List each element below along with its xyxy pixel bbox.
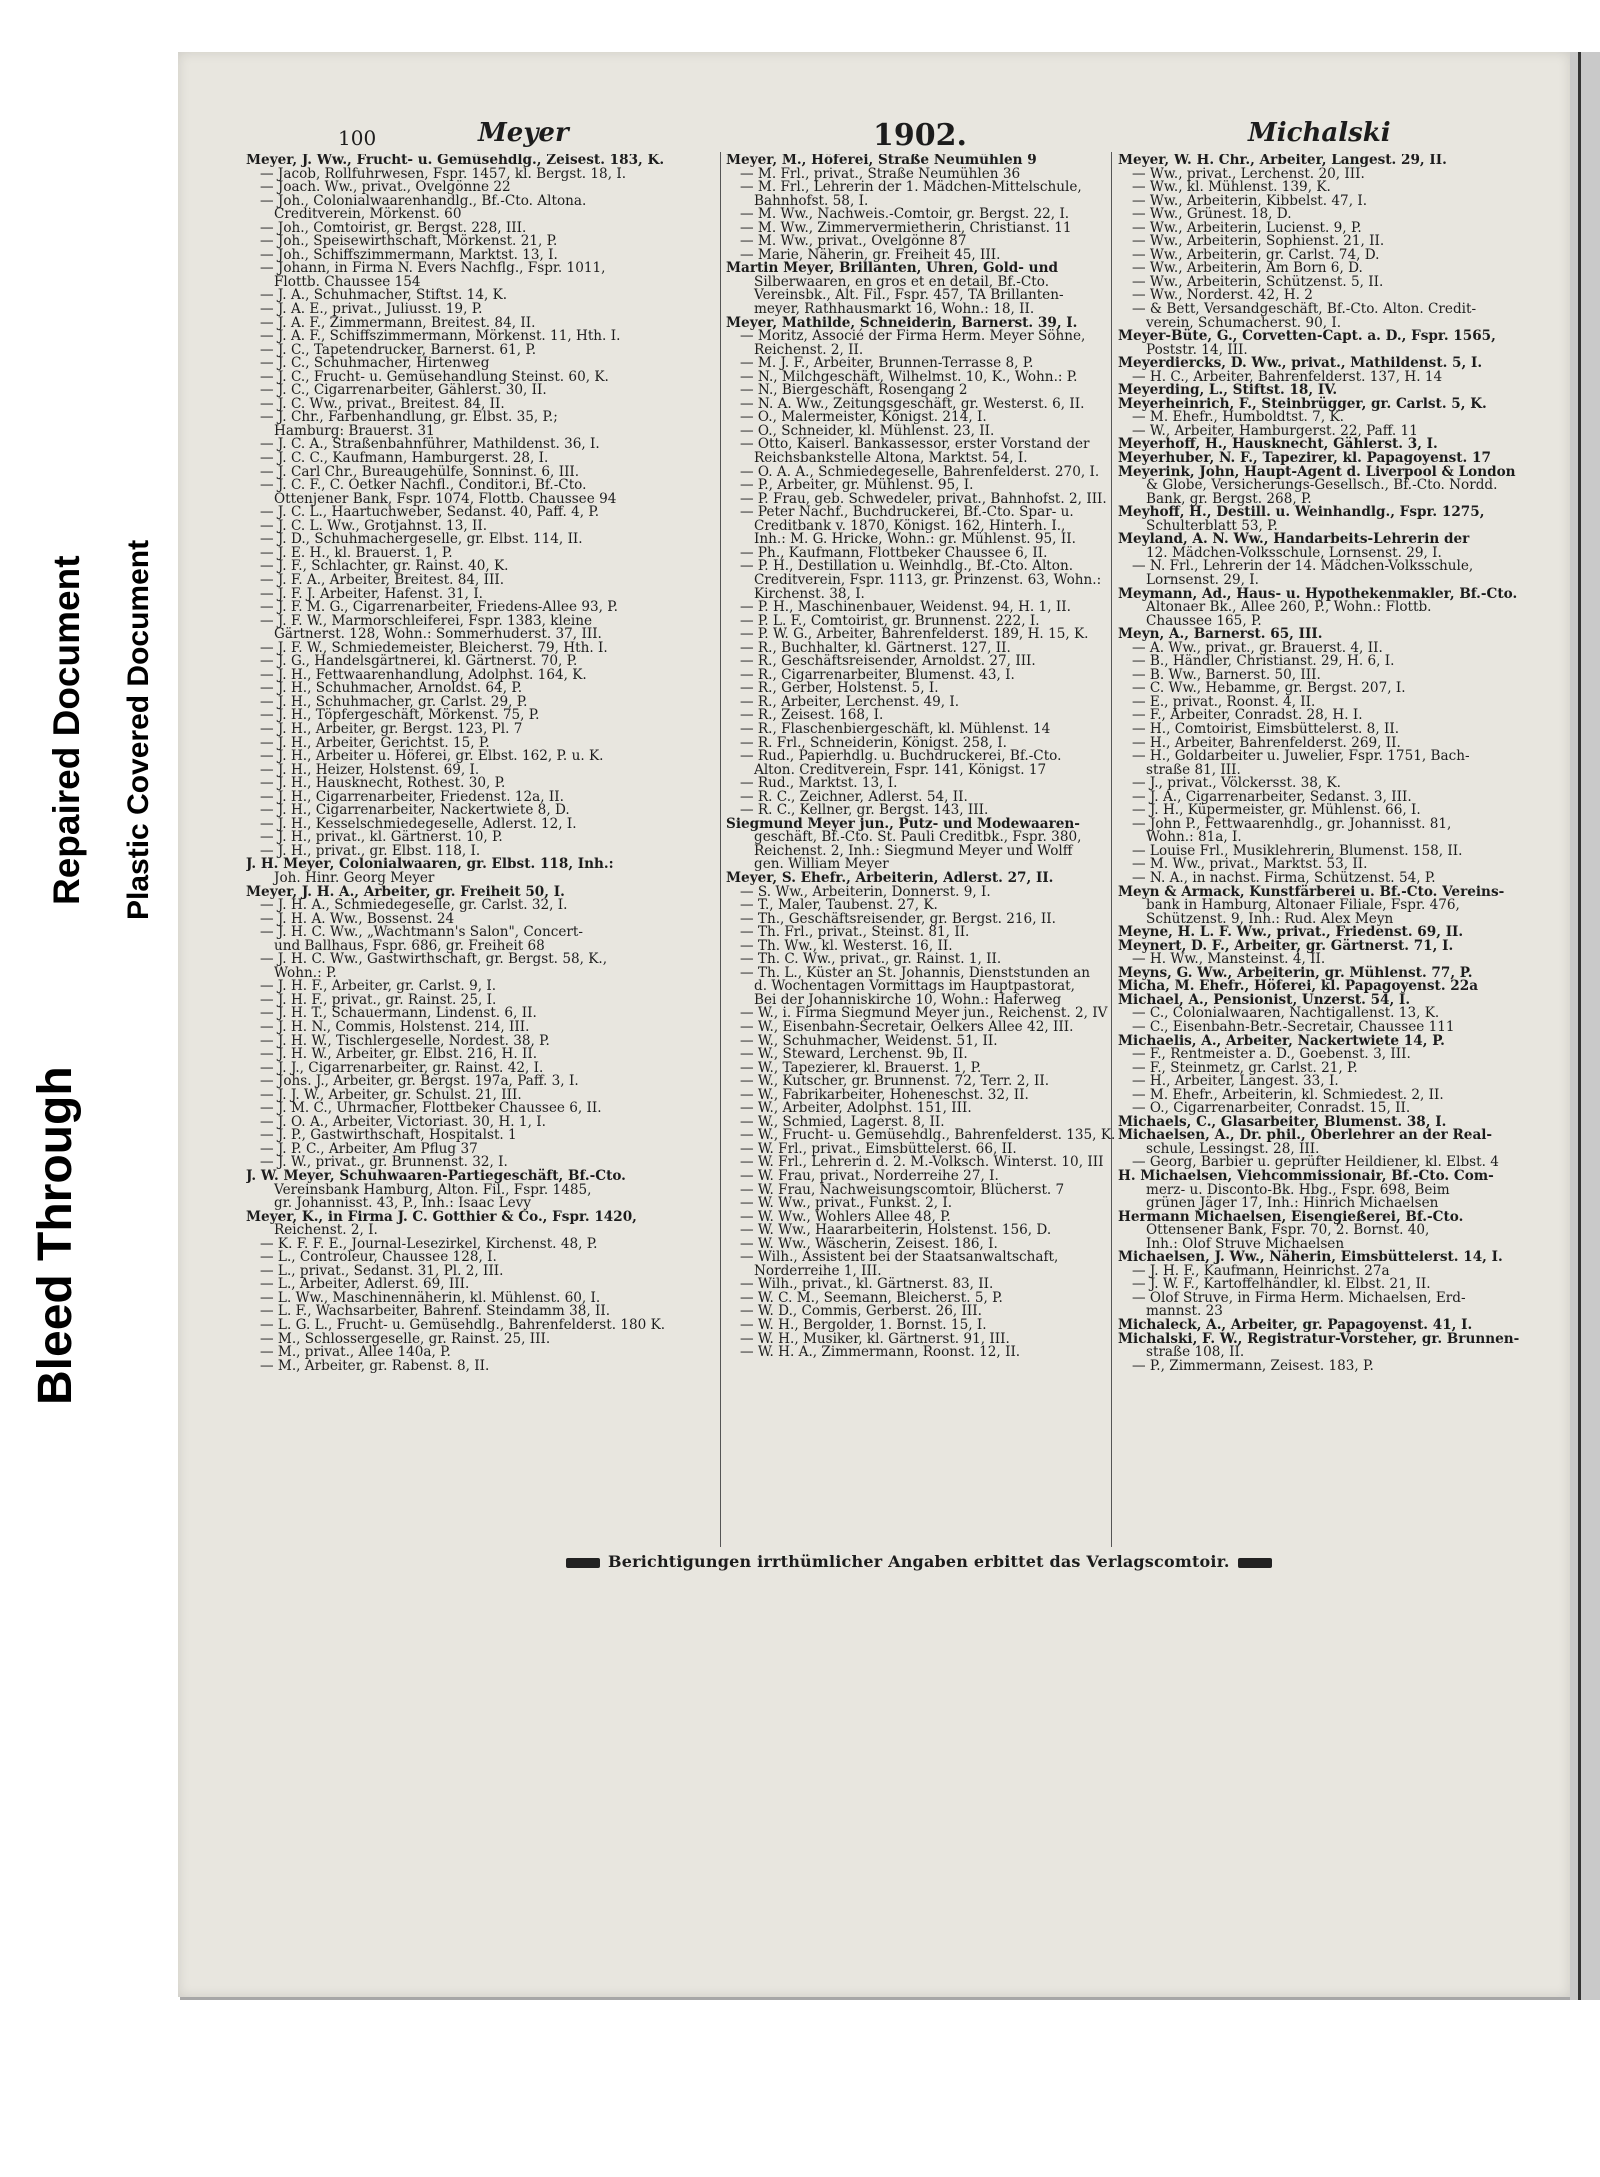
directory-entry: verein, Schumacherst. 90, I. [1146, 314, 1342, 331]
directory-entry: — J. H., privat., kl. Gärtnerst. 10, P. [260, 829, 503, 846]
directory-entry: Poststr. 14, III. [1146, 341, 1248, 358]
directory-entry: — J. C. L. Ww., Grotjahnst. 13, II. [260, 517, 488, 534]
directory-entry: — Joh., Speisewirthschaft, Mörkenst. 21, P. [260, 233, 558, 250]
directory-entry: — M. Ehefr., Humboldtst. 7, K. [1132, 409, 1344, 426]
directory-entry: — M. Ww., privat., Marktst. 53, II. [1132, 856, 1368, 873]
directory-entry: — W. H., Bergolder, 1. Bornst. 15, I. [740, 1317, 987, 1334]
directory-entry: — J. H. F., Arbeiter, gr. Carlst. 9, I. [260, 978, 497, 995]
directory-entry: Michael, A., Pensionist, Unzerst. 54, I. [1118, 991, 1411, 1008]
directory-entry: Alton. Creditverein, Fspr. 141, Königst. 17 [754, 761, 1047, 778]
directory-entry: — Th. Ww., kl. Westerst. 16, II. [740, 937, 953, 954]
directory-entry: Reichenst. 2, I. [274, 1222, 378, 1239]
directory-entry: — Ww., Norderst. 42, H. 2 [1132, 287, 1313, 304]
directory-entry: — J. H. A., Schmiedegeselle, gr. Carlst. 32, I. [260, 897, 568, 914]
directory-entry: Silberwaaren, en gros et en detail, Bf.-Cto. [754, 273, 1050, 290]
directory-entry: — Ph., Kaufmann, Flottbeker Chaussee 6, II. [740, 544, 1048, 561]
directory-entry: — J. H. T., Schauermann, Lindenst. 6, II. [260, 1005, 537, 1022]
directory-entry: — J. H., Cigarrenarbeiter, Nackertwiete 8, D. [260, 802, 570, 819]
directory-entry: — J. C., Frucht- u. Gemüsehandlung Steinst. 60, K. [260, 368, 609, 385]
directory-entry: — W. Ww., Haararbeiterin, Holstenst. 156, D. [740, 1222, 1052, 1239]
directory-entry: — L. G. L., Frucht- u. Gemüsehdlg., Bahrenfelderst. 180 K. [260, 1317, 666, 1334]
directory-entry: gen. William Meyer [754, 856, 889, 873]
directory-entry: — W. H., Musiker, kl. Gärtnerst. 91, III. [740, 1330, 1010, 1347]
directory-entry: — J. H., Töpfergeschäft, Mörkenst. 75, P. [260, 707, 540, 724]
directory-entry: — N., Biergeschäft, Rosengang 2 [740, 382, 968, 399]
directory-entry: — L. Ww., Maschinennäherin, kl. Mühlenst. 60, I. [260, 1289, 601, 1306]
directory-entry: — W. Frl., Lehrerin d. 2. M.-Volksch. Winterst. 10, III [740, 1154, 1104, 1171]
directory-entry: — J. W. F., Kartoffelhändler, kl. Elbst. 21, II. [1132, 1276, 1431, 1293]
directory-entry: Meynert, D. F., Arbeiter, gr. Gärtnerst. 71, I. [1118, 937, 1454, 954]
directory-entry: — J. H., Fettwaarenhandlung, Adolphst. 164, K. [260, 666, 587, 683]
directory-entry: — J. Chr., Farbenhandlung, gr. Elbst. 35, P.; [260, 409, 558, 426]
directory-entry: — P. L. F., Comtoirist, gr. Brunnenst. 222, I. [740, 612, 1040, 629]
directory-entry: geschäft, Bf.-Cto. St. Pauli Creditbk., Fspr. 380, [754, 829, 1082, 846]
directory-entry: Vereinsbk., Alt. Fil., Fspr. 457, TA Brillanten- [754, 287, 1064, 304]
directory-entry: — J. P. C., Arbeiter, Am Pflug 37 [260, 1140, 478, 1157]
directory-entry: — J. H., Schuhmacher, Arnoldst. 64, P. [260, 680, 523, 697]
side-label-panel [0, 0, 175, 2000]
directory-page [178, 52, 1570, 1997]
directory-entry: — W., i. Firma Siegmund Meyer jun., Reichenst. 2, IV [740, 1005, 1108, 1022]
directory-column-2 [726, 154, 1168, 1360]
running-head-left: Meyer [478, 118, 569, 148]
directory-entry: Meyerding, L., Stiftst. 18, IV. [1118, 382, 1338, 399]
directory-entry: — J. H. A. Ww., Bossenst. 24 [260, 910, 455, 927]
directory-entry: gr. Johannisst. 43, P., Inh.: Isaac Levy [274, 1195, 532, 1212]
directory-entry: — A. Ww., privat., gr. Brauerst. 4, II. [1132, 639, 1383, 656]
directory-entry: — Ww., Arbeiterin, Kibbelst. 47, I. [1132, 192, 1368, 209]
running-head-right: Michalski [1248, 118, 1391, 148]
directory-entry: Ottenjener Bank, Fspr. 1074, Flottb. Chaussee 94 [274, 490, 617, 507]
directory-entry: — Louise Frl., Musiklehrerin, Blumenst. 158, II. [1132, 842, 1463, 859]
directory-entry: Michaleck, A., Arbeiter, gr. Papagoyenst. 41, I. [1118, 1317, 1473, 1334]
directory-entry: Schützenst. 9, Inh.: Rud. Alex Meyn [1146, 910, 1394, 927]
directory-entry: — J. H. N., Commis, Holstenst. 214, III. [260, 1019, 530, 1035]
directory-entry: — J. P., Gastwirthschaft, Hospitalst. 1 [260, 1127, 517, 1144]
directory-entry: Meyns, G. Ww., Arbeiterin, gr. Mühlenst. 77, P. [1118, 964, 1473, 981]
directory-entry: — Ww., kl. Mühlenst. 139, K. [1132, 179, 1331, 196]
bleed-through-label: Bleed Through [29, 1066, 82, 1405]
directory-entry: — Joach. Ww., privat., Ovelgönne 22 [260, 179, 511, 196]
directory-entry: — J. F. W., Marmorschleiferei, Fspr. 1383, kleine [260, 612, 593, 629]
directory-entry: — Ww., Arbeiterin, Sophienst. 21, II. [1132, 233, 1385, 250]
directory-entry: — N. Frl., Lehrerin der 14. Mädchen-Volksschule, [1132, 558, 1474, 575]
directory-entry: Meyhoff, H., Destill. u. Weinhandlg., Fspr. 1275, [1118, 504, 1485, 521]
directory-entry: — J. W., privat., gr. Brunnenst. 32, I. [260, 1154, 508, 1171]
directory-entry: — B. Ww., Barnerst. 50, III. [1132, 666, 1321, 683]
directory-entry: Lornsenst. 29, I. [1146, 571, 1259, 588]
directory-entry: — & Bett, Versandgeschäft, Bf.-Cto. Alton. Credit- [1132, 301, 1477, 318]
directory-entry: — H. Ww., Mansteinst. 4, II. [1132, 951, 1326, 968]
directory-entry: — J. H. W., Arbeiter, gr. Elbst. 216, H. II. [260, 1046, 538, 1063]
directory-entry: — Th. Frl., privat., Steinst. 81, II. [740, 924, 970, 941]
directory-entry: — J. F. M. G., Cigarrenarbeiter, Friedens-Allee 93, P. [260, 599, 618, 616]
directory-entry: — W., Tapezierer, kl. Brauerst. 1, P. [740, 1059, 982, 1076]
directory-entry: Michaels, C., Glasarbeiter, Blumenst. 38, I. [1118, 1113, 1447, 1130]
directory-entry: Inh.: M. G. Hricke, Wohn.: gr. Mühlenst. 95, II. [754, 531, 1076, 548]
directory-entry: & Globe, Versicherungs-Gesellsch., Bf.-Cto. Nordd. [1146, 477, 1498, 494]
directory-entry: — O., Cigarrenarbeiter, Conradst. 15, II. [1132, 1100, 1411, 1117]
directory-entry: — F., Arbeiter, Conradst. 28, H. I. [1132, 707, 1363, 724]
directory-entry: — J. F. J. Arbeiter, Hafenst. 31, I. [260, 585, 484, 602]
directory-entry: Meyne, H. L. F. Ww., privat., Friedenst. 69, II. [1118, 924, 1464, 941]
directory-entry: — M. Ww., Zimmervermietherin, Christianst. 11 [740, 219, 1072, 236]
directory-entry: Meyer, J. H. A., Arbeiter, gr. Freiheit 50, I. [246, 883, 565, 900]
directory-entry: Meyerhuber, N. F., Tapezirer, kl. Papagoyenst. 17 [1118, 450, 1491, 467]
directory-entry: — W. Frau, Nachweisungscomtoir, Blücherst. 7 [740, 1181, 1065, 1198]
directory-entry: — Ww., Arbeiterin, Lucienst. 9, P. [1132, 219, 1362, 236]
directory-entry: J. H. Meyer, Colonialwaaren, gr. Elbst. 118, Inh.: [246, 856, 614, 873]
directory-entry: — Ww., Arbeiterin, gr. Carlst. 74, D. [1132, 246, 1380, 263]
directory-entry: Norderreihe 1, III. [754, 1262, 882, 1279]
directory-entry: — Otto, Kaiserl. Bankassessor, erster Vorstand der [740, 436, 1090, 453]
directory-entry: — W., Frucht- u. Gemüsehdlg., Bahrenfelderst. 135, K. [740, 1127, 1116, 1144]
footer-note [558, 1552, 1280, 1571]
directory-entry: Wohn.: 81a, I. [1146, 829, 1242, 846]
directory-entry: — Ww., Arbeiterin, Schützenst. 5, II. [1132, 273, 1384, 290]
directory-entry: Chaussee 165, P. [1146, 612, 1262, 629]
directory-entry: — P., Arbeiter, gr. Mühlenst. 95, I. [740, 477, 974, 494]
directory-entry: Inh.: Olof Struve Michaelsen [1146, 1235, 1345, 1252]
directory-entry: Vereinsbank Hamburg, Alton. Fil., Fspr. 1485, [274, 1181, 592, 1198]
year-heading: 1902. [873, 118, 967, 153]
directory-entry: d. Wochentagen Vormittags im Hauptpastorat, [754, 978, 1075, 995]
directory-entry: — Marie, Näherin, gr. Freiheit 45, III. [740, 246, 1001, 263]
directory-entry: — N. A. Ww., Zeitungsgeschäft, gr. Westerst. 6, II. [740, 395, 1085, 412]
directory-entry: Micha, M. Ehefr., Höferei, kl. Papagoyenst. 22a [1118, 978, 1479, 995]
directory-entry: — R., Cigarrenarbeiter, Blumenst. 43, I. [740, 666, 1015, 683]
directory-entry: — R. C., Zeichner, Adlerst. 54, II. [740, 788, 968, 805]
directory-entry: — J. C. F., C. Oetker Nachfl., Conditor.i, Bf.-Cto. [260, 477, 587, 494]
directory-entry: Michaelsen, A., Dr. phil., Oberlehrer an der Real- [1118, 1127, 1493, 1144]
directory-entry: Meyland, A. N. Ww., Handarbeits-Lehrerin der [1118, 531, 1470, 548]
directory-entry: — S. Ww., Arbeiterin, Donnerst. 9, I. [740, 883, 991, 900]
directory-entry: — Moritz, Associé der Firma Herm. Meyer Söhne, [740, 328, 1086, 345]
directory-entry: — H., Goldarbeiter u. Juwelier, Fspr. 1751, Bach- [1132, 748, 1470, 765]
directory-entry: — J. Carl Chr., Bureaugehülfe, Sonninst. 6, III. [260, 463, 580, 480]
directory-entry: — P., Zimmermann, Zeisest. 183, P. [1132, 1357, 1374, 1374]
directory-entry: — M., privat., Allee 140a, P. [260, 1344, 451, 1361]
directory-entry: mannst. 23 [1146, 1303, 1223, 1320]
directory-entry: — J. H., Cigarrenarbeiter, Friedenst. 12a, II. [260, 788, 564, 805]
directory-entry: Meyer-Büte, G., Corvetten-Capt. a. D., Fspr. 1565, [1118, 328, 1496, 345]
repaired-document-label: Repaired Document [46, 555, 87, 905]
directory-entry: — Johs. J., Arbeiter, gr. Bergst. 197a, Paff. 3, I. [260, 1073, 579, 1090]
directory-entry: Ottensener Bank, Fspr. 70, 2. Bornst. 40, [1146, 1222, 1430, 1239]
directory-entry: — J. H., Küpermeister, gr. Mühlenst. 66, I. [1132, 802, 1421, 819]
directory-entry: — P. H., Destillation u. Weinhdlg., Bf.-Cto. Alton. [740, 558, 1074, 575]
directory-entry: — Joh., Schiffszimmermann, Marktst. 13, I. [260, 246, 558, 263]
footer-text: Berichtigungen irrthümlicher Angaben erbittet das Verlagscomtoir. [608, 1552, 1230, 1571]
directory-entry: Meyer, M., Höferei, Straße Neumühlen 9 [726, 154, 1037, 168]
directory-entry: — Peter Nachf., Buchdruckerei, Bf.-Cto. Spar- u. [740, 504, 1074, 521]
directory-entry: — Georg, Barbier u. geprüfter Heildiener, kl. Elbst. 4 [1132, 1154, 1499, 1171]
directory-entry: Hermann Michaelsen, Eisengießerei, Bf.-Cto. [1118, 1208, 1464, 1225]
directory-entry: Creditverein, Mörkenst. 60 [274, 206, 462, 223]
pointing-hand-icon [566, 1558, 600, 1568]
directory-entry: — J. C., Cigarrenarbeiter, Gählerst. 30, II. [260, 382, 547, 399]
directory-entry: — M. Ehefr., Arbeiterin, kl. Schmiedest. 2, II. [1132, 1086, 1444, 1103]
directory-entry: — H., Arbeiter, Bahrenfelderst. 269, II. [1132, 734, 1401, 751]
directory-entry: — J. H., Kesselschmiedegeselle, Adlerst. 12, I. [260, 815, 577, 832]
directory-entry: — J. F., Schlachter, gr. Rainst. 40, K. [260, 558, 509, 575]
directory-entry: — W., Fabrikarbeiter, Hoheneschst. 32, II. [740, 1086, 1029, 1103]
directory-entry: straße 81, III. [1146, 761, 1241, 778]
directory-entry: Meyerink, John, Haupt-Agent d. Liverpool & London [1118, 463, 1516, 480]
directory-entry: Meyer, Mathilde, Schneiderin, Barnerst. 39, I. [726, 314, 1078, 331]
directory-entry: Meyn, A., Barnerst. 65, III. [1118, 626, 1323, 643]
directory-entry: — J. M. C., Uhrmacher, Flottbeker Chaussee 6, II. [260, 1100, 602, 1117]
directory-entry: — J. A. E., privat., Juliusst. 19, P. [260, 301, 483, 318]
directory-entry: — C., Colonialwaaren, Nachtigallenst. 13, K. [1132, 1005, 1440, 1022]
directory-entry: grünen Jäger 17, Inh.: Hinrich Michaelsen [1146, 1195, 1439, 1212]
directory-entry: Siegmund Meyer jun., Putz- und Modewaaren- [726, 815, 1080, 832]
directory-entry: — John P., Fettwaarenhdlg., gr. Johannisst. 81, [1132, 815, 1452, 832]
directory-entry: — J. H. C. Ww., Gastwirthschaft, gr. Bergst. 58, K., [260, 951, 608, 968]
directory-entry: meyer, Rathhausmarkt 16, Wohn.: 18, II. [754, 301, 1035, 318]
directory-entry: H. Michaelsen, Viehcommissionair, Bf.-Cto. Com- [1118, 1168, 1494, 1185]
directory-entry: — J. H., Schuhmacher, gr. Carlst. 29, P. [260, 693, 528, 710]
directory-entry: Michaelis, A., Arbeiter, Nackertwiete 14, P. [1118, 1032, 1445, 1049]
directory-entry: — O., Schneider, kl. Mühlenst. 23, II. [740, 422, 995, 439]
directory-entry: — J. C. C., Kaufmann, Hamburgerst. 28, I. [260, 450, 549, 467]
directory-entry: — R., Buchhalter, kl. Gärtnerst. 127, II. [740, 639, 1011, 656]
directory-entry: Meymann, Ad., Haus- u. Hypothekenmakler, Bf.-Cto. [1118, 585, 1518, 602]
directory-entry: merz- u. Disconto-Bk. Hbg., Fspr. 698, Beim [1146, 1181, 1450, 1198]
directory-entry: — J. A., Schuhmacher, Stiftst. 14, K. [260, 287, 508, 304]
directory-entry: — L. F., Wachsarbeiter, Bahrenf. Steindamm 38, II. [260, 1303, 611, 1320]
directory-entry: — R., Arbeiter, Lerchenst. 49, I. [740, 693, 960, 710]
directory-entry: Flottb. Chaussee 154 [274, 273, 421, 290]
directory-entry: — R., Zeisest. 168, I. [740, 707, 884, 724]
directory-entry: Wohn.: P. [274, 964, 337, 981]
directory-entry: — J. H., privat., gr. Elbst. 118, I. [260, 842, 481, 859]
directory-entry: — M. Ww., privat., Ovelgönne 87 [740, 233, 967, 250]
directory-entry: Meyn & Armack, Kunstfärberei u. Bf.-Cto. Vereins- [1118, 883, 1505, 900]
directory-entry: — J. E. H., kl. Brauerst. 1, P. [260, 544, 453, 561]
directory-entry: — W. Frau, privat., Norderreihe 27, I. [740, 1168, 999, 1185]
directory-entry: — Th. L., Küster an St. Johannis, Dienststunden an [740, 964, 1090, 981]
directory-entry: — J. G., Handelsgärtnerei, kl. Gärtnerst. 70, P. [260, 653, 578, 670]
directory-entry: und Ballhaus, Fspr. 686, gr. Freiheit 68 [274, 937, 545, 954]
directory-entry: — W., Kutscher, gr. Brunnenst. 72, Terr. 2, II. [740, 1073, 1050, 1090]
directory-entry: Meyer, S. Ehefr., Arbeiterin, Adlerst. 27, II. [726, 869, 1054, 886]
directory-entry: Kirchenst. 38, I. [754, 585, 865, 602]
directory-entry: — N., Milchgeschäft, Wilhelmst. 10, K., Wohn.: P. [740, 368, 1078, 385]
directory-entry: — Joh., Comtoirist, gr. Bergst. 228, III. [260, 219, 527, 236]
directory-entry: Bank, gr. Bergst. 268, P. [1146, 490, 1312, 507]
directory-entry: — K. F. F. E., Journal-Lesezirkel, Kirchenst. 48, P. [260, 1235, 598, 1252]
directory-entry: — Th. C. Ww., privat., gr. Rainst. 1, II. [740, 951, 1002, 968]
directory-entry: — J. J. W., Arbeiter, gr. Schulst. 21, III. [260, 1086, 522, 1103]
directory-entry: Meyer, J. Ww., Frucht- u. Gemüsehdlg., Zeisest. 183, K. [246, 154, 665, 168]
directory-entry: — W. Ww., Wohlers Allee 48, P. [740, 1208, 951, 1225]
directory-entry: Gärtnerst. 128, Wohn.: Sommerhuderst. 37, III. [274, 626, 602, 643]
directory-entry: — J. A. F., Zimmermann, Breitest. 84, II. [260, 314, 536, 331]
directory-entry: — W., Steward, Lerchenst. 9b, II. [740, 1046, 968, 1063]
directory-entry: — C., Eisenbahn-Betr.-Secretair, Chaussee 111 [1132, 1019, 1455, 1035]
directory-entry: — W. H. A., Zimmermann, Roonst. 12, II. [740, 1344, 1021, 1360]
directory-entry: 12. Mädchen-Volksschule, Lornsenst. 29, I. [1146, 544, 1442, 561]
directory-entry: — W., Schmied, Lagerst. 8, II. [740, 1113, 945, 1130]
directory-entry: — J. C. A., Straßenbahnführer, Mathildenst. 36, I. [260, 436, 600, 453]
directory-entry: — L., Controleur, Chaussee 128, I. [260, 1249, 497, 1266]
directory-entry: — J., privat., Völckersst. 38, K. [1132, 775, 1341, 792]
directory-entry: schule, Lessingst. 28, III. [1146, 1140, 1320, 1157]
directory-entry: Meyerheinrich, F., Steinbrügger, gr. Carlst. 5, K. [1118, 395, 1487, 412]
directory-entry: Meyerdiercks, D. Ww., privat., Mathildenst. 5, I. [1118, 355, 1483, 372]
directory-entry: — J. C., Schuhmacher, Hirtenweg [260, 355, 490, 372]
directory-entry: — R., Geschäftsreisender, Arnoldst. 27, III. [740, 653, 1036, 670]
directory-entry: — B., Händler, Christianst. 29, H. 6, I. [1132, 653, 1395, 670]
directory-entry: — W. C. M., Seemann, Bleicherst. 5, P. [740, 1289, 1003, 1306]
directory-entry: — J. A., Cigarrenarbeiter, Sedanst. 3, III. [1132, 788, 1412, 805]
directory-entry: — L., Arbeiter, Adlerst. 69, III. [260, 1276, 470, 1293]
directory-entry: — J. O. A., Arbeiter, Victoriast. 30, H. 1, I. [260, 1113, 546, 1130]
directory-entry: — W., Arbeiter, Adolphst. 151, III. [740, 1100, 972, 1117]
directory-entry: Reichsbankstelle Altona, Marktst. 54, I. [754, 450, 1028, 467]
directory-entry: — Rud., Papierhdlg. u. Buchdruckerei, Bf.-Cto. [740, 748, 1062, 765]
directory-entry: Reichenst. 2, Inh.: Siegmund Meyer und Wolff [754, 842, 1073, 859]
directory-entry: Martin Meyer, Brillanten, Uhren, Gold- und [726, 260, 1058, 277]
directory-entry: — Wilh., Assistent bei der Staatsanwaltschaft, [740, 1249, 1059, 1266]
column-rule [720, 152, 721, 1547]
directory-entry: Meyer, W. H. Chr., Arbeiter, Langest. 29, II. [1118, 154, 1447, 168]
directory-entry: — J. H., Arbeiter, gr. Bergst. 123, Pl. 7 [260, 720, 523, 737]
directory-entry: — M. Frl., Lehrerin der 1. Mädchen-Mittelschule, [740, 179, 1082, 196]
directory-entry: Meyerhoff, H., Hausknecht, Gählerst. 3, I. [1118, 436, 1438, 453]
directory-entry: — M. Ww., Nachweis.-Comtoir, gr. Bergst. 22, I. [740, 206, 1070, 223]
directory-entry: — O. A. A., Schmiedegeselle, Bahrenfelderst. 270, I. [740, 463, 1100, 480]
directory-entry: Michaelsen, J. Ww., Näherin, Eimsbüttelerst. 14, I. [1118, 1249, 1503, 1266]
directory-entry: — O., Malermeister, Königst. 214, I. [740, 409, 987, 426]
directory-entry: — J. H. F., privat., gr. Rainst. 25, I. [260, 991, 497, 1008]
directory-entry: — M. Frl., privat., Straße Neumühlen 36 [740, 165, 1021, 182]
directory-entry: — J. D., Schuhmachergeselle, gr. Elbst. 114, II. [260, 531, 583, 548]
directory-entry: — J. H., Arbeiter u. Höferei, gr. Elbst. 162, P. u. K. [260, 748, 604, 765]
directory-entry: — Jacob, Rollfuhrwesen, Fspr. 1457, kl. Bergst. 18, I. [260, 165, 627, 182]
directory-entry: — R., Gerber, Holstenst. 5, I. [740, 680, 939, 697]
directory-entry: — P. Frau, geb. Schwedeler, privat., Bahnhofst. 2, III. [740, 490, 1107, 507]
directory-entry: — P. H., Maschinenbauer, Weidenst. 94, H. 1, II. [740, 599, 1071, 616]
directory-entry: J. W. Meyer, Schuhwaaren-Partiegeschäft, Bf.-Cto. [246, 1168, 626, 1185]
directory-entry: — N. A., in nachst. Firma, Schützenst. 54, P. [1132, 869, 1436, 886]
directory-entry: — J. H. C. Ww., „Wachtmann's Salon", Concert- [260, 924, 583, 941]
directory-entry: — Olof Struve, in Firma Herm. Michaelsen, Erd- [1132, 1289, 1466, 1306]
directory-entry: — Th., Geschäftsreisender, gr. Bergst. 216, II. [740, 910, 1056, 927]
directory-entry: — J. F. A., Arbeiter, Breitest. 84, III. [260, 571, 505, 588]
directory-entry: — J. H., Hausknecht, Rothest. 30, P. [260, 775, 506, 792]
directory-entry: — H., Arbeiter, Langest. 33, I. [1132, 1073, 1339, 1090]
directory-entry: — J. H. F., Kaufmann, Heinrichst. 27a [1132, 1262, 1390, 1279]
directory-entry: straße 108, II. [1146, 1344, 1245, 1361]
directory-entry: — J. F. W., Schmiedemeister, Bleicherst. 79, Hth. I. [260, 639, 608, 656]
directory-entry: — P. W. G., Arbeiter, Bahrenfelderst. 189, H. 15, K. [740, 626, 1089, 643]
directory-entry: — M., Schlossergeselle, gr. Rainst. 25, III. [260, 1330, 551, 1347]
directory-entry: — R. Frl., Schneiderin, Königst. 258, I. [740, 734, 1007, 751]
directory-entry: — Johann, in Firma N. Evers Nachflg., Fspr. 1011, [260, 260, 606, 277]
directory-entry: — W. Ww., Wäscherin, Zeisest. 186, I. [740, 1235, 998, 1252]
directory-entry: — Wilh., privat., kl. Gärtnerst. 83, II. [740, 1276, 994, 1293]
directory-entry: — J. H., Heizer, Holstenst. 69, I. [260, 761, 480, 778]
directory-entry: — T., Maler, Taubenst. 27, K. [740, 897, 938, 914]
directory-entry: bank in Hamburg, Altonaer Filiale, Fspr. 476, [1146, 897, 1460, 914]
directory-entry: — F., Steinmetz, gr. Carlst. 21, P. [1132, 1059, 1358, 1076]
directory-entry: Reichenst. 2, II. [754, 341, 864, 358]
directory-entry: — M., Arbeiter, gr. Rabenst. 8, II. [260, 1357, 490, 1374]
directory-entry: — E., privat., Roonst. 4, II. [1132, 693, 1316, 710]
directory-entry: — W., Schuhmacher, Weidenst. 51, II. [740, 1032, 998, 1049]
directory-entry: — L., privat., Sedanst. 31, Pl. 2, III. [260, 1262, 504, 1279]
directory-entry: — C. Ww., Hebamme, gr. Bergst. 207, I. [1132, 680, 1406, 697]
directory-entry: — J. C. Ww., privat., Breitest. 84, II. [260, 395, 505, 412]
page-number: 100 [338, 126, 377, 150]
directory-entry: Bei der Johanniskirche 10, Wohn.: Haferweg [754, 991, 1062, 1008]
directory-entry: — W. Frl., privat., Eimsbüttelerst. 66, II. [740, 1140, 1017, 1157]
directory-entry: Creditbank v. 1870, Königst. 162, Hinterh. I., [754, 517, 1066, 534]
directory-column-1 [246, 154, 688, 1373]
directory-entry: — J. C., Tapetendrucker, Barnerst. 61, P. [260, 341, 537, 358]
directory-entry: — W., Arbeiter, Hamburgerst. 22, Paff. 11 [1132, 422, 1418, 439]
directory-entry: Bahnhofst. 58, I. [754, 192, 869, 209]
plastic-covered-label: Plastic Covered Document [122, 539, 155, 920]
directory-entry: — R., Flaschenbiergeschäft, kl. Mühlenst. 14 [740, 720, 1051, 737]
directory-entry: Meyer, K., in Firma J. C. Gotthier & Co., Fspr. 1420, [246, 1208, 637, 1225]
directory-entry: — J. A. F., Schiffszimmermann, Mörkenst. 11, Hth. I. [260, 328, 621, 345]
directory-entry: — J. H. W., Tischlergeselle, Nordest. 38, P. [260, 1032, 550, 1049]
directory-entry: — Rud., Marktst. 13, I. [740, 775, 898, 792]
directory-entry: Creditverein, Fspr. 1113, gr. Prinzenst. 63, Wohn.: [754, 571, 1102, 588]
directory-entry: — H., Comtoirist, Eimsbüttelerst. 8, II. [1132, 720, 1400, 737]
directory-entry: — Ww., privat., Lerchenst. 20, III. [1132, 165, 1365, 182]
directory-entry: — J. C. L., Haartuchweber, Sedanst. 40, Paff. 4, P. [260, 504, 600, 521]
directory-entry: — J. H., Arbeiter, Gerichtst. 15, P. [260, 734, 490, 751]
directory-entry: — M. J. F., Arbeiter, Brunnen-Terrasse 8, P. [740, 355, 1034, 372]
directory-entry: — J. J., Cigarrenarbeiter, gr. Rainst. 42, I. [260, 1059, 544, 1076]
page-edge [1570, 52, 1600, 2000]
directory-entry: — Ww., Arbeiterin, Am Born 6, D. [1132, 260, 1363, 277]
directory-entry: Schulterblatt 53, P. [1146, 517, 1278, 534]
directory-entry: Joh. Hinr. Georg Meyer [274, 869, 435, 886]
directory-entry: Altonaer Bk., Allee 260, P., Wohn.: Flottb. [1146, 599, 1432, 616]
directory-entry: — W., Eisenbahn-Secretair, Oelkers Allee 42, III. [740, 1019, 1074, 1035]
directory-entry: — W. Ww., privat., Funkst. 2, I. [740, 1195, 953, 1212]
directory-entry: — Ww., Grünest. 18, D. [1132, 206, 1292, 223]
directory-entry: Hamburg: Brauerst. 31 [274, 422, 435, 439]
directory-column-3 [1118, 154, 1564, 1373]
directory-entry: — Joh., Colonialwaarenhandlg., Bf.-Cto. Altona. [260, 192, 587, 209]
directory-entry: — H. C., Arbeiter, Bahrenfelderst. 137, H. 14 [1132, 368, 1443, 385]
directory-entry: — F., Rentmeister a. D., Goebenst. 3, III. [1132, 1046, 1411, 1063]
directory-entry: — W. D., Commis, Gerberst. 26, III. [740, 1303, 982, 1320]
directory-entry: Michalski, F. W., Registratur-Vorsteher, gr. Brunnen- [1118, 1330, 1520, 1347]
directory-entry: — R. C., Kellner, gr. Bergst. 143, III. [740, 802, 989, 819]
pointing-hand-icon [1238, 1558, 1272, 1568]
